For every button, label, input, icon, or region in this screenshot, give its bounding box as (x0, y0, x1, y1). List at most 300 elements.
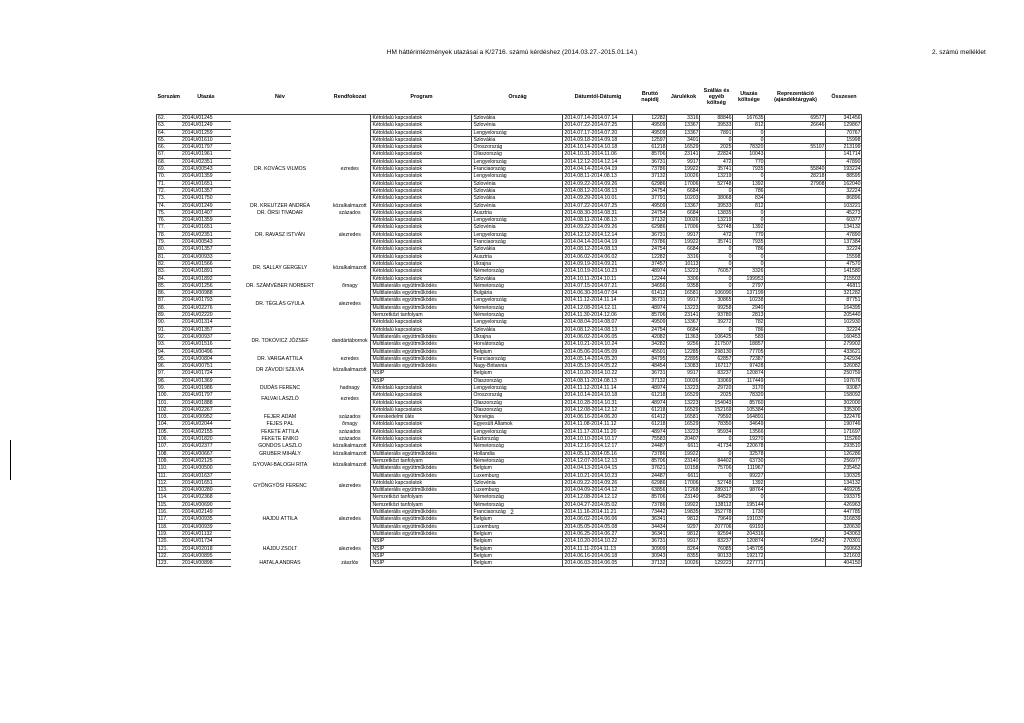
travel-cost: 782 (733, 319, 765, 326)
trip-id: 2014U/00543 (181, 166, 231, 173)
lodging-cost: 35741 (700, 239, 733, 246)
date-range: 2014.08.04-2014.08.07 (563, 319, 633, 326)
traveler-name (231, 326, 329, 333)
lodging-cost: 106425 (700, 333, 733, 340)
contributions: 3401 (667, 136, 700, 143)
lodging-cost: 13835 (700, 209, 733, 216)
travel-cost: 77705 (733, 348, 765, 355)
lodging-cost: 0 (700, 282, 733, 289)
travel-cost: 120874 (733, 538, 765, 545)
travel-cost: 32578 (733, 450, 765, 457)
trip-id: 2014U/01637 (181, 472, 231, 479)
country: Németország (472, 268, 563, 275)
travel-cost: 3170 (733, 384, 765, 391)
trip-id: 2014U/00690 (181, 501, 231, 508)
traveler-name: DR. ÖRSI TIVADAR (257, 209, 303, 216)
travel-cost: 195144 (733, 501, 765, 508)
representation-cost (765, 370, 826, 377)
program: Multilaterális együttműködés (371, 487, 472, 494)
total-cost: 260663 (826, 545, 862, 552)
gross-per-diem: 24754 (633, 246, 667, 253)
program: Kétoldalú kapcsolatok (371, 158, 472, 165)
country: Lengyelország (472, 319, 563, 326)
table-row (157, 348, 862, 355)
table-row (157, 560, 862, 567)
trip-id: 2014U/01820 (181, 436, 231, 443)
country: Franciaország (472, 509, 563, 516)
total-cost: 447785 (826, 509, 862, 516)
row-number: 75. (157, 209, 181, 216)
contributions: 13223 (667, 428, 700, 435)
trip-id: 2014U/01357 (181, 246, 231, 253)
table-row (157, 363, 862, 370)
row-number: 86. (157, 290, 181, 297)
lodging-cost: 152169 (700, 406, 733, 413)
country: Lengyelország (472, 297, 563, 304)
gross-per-diem: 73786 (633, 450, 667, 457)
trip-id: 2014U/01357 (181, 187, 231, 194)
program: Kétoldalú kapcsolatok (371, 129, 472, 136)
gross-per-diem: 36731 (633, 297, 667, 304)
contributions: 8264 (667, 545, 700, 552)
date-range: 2014.06.16-2014.06.18 (563, 552, 633, 559)
row-number: 97. (157, 370, 181, 377)
row-number: 123. (157, 560, 181, 567)
trip-id: 2014U/01245 (181, 115, 231, 122)
row-number: 121. (157, 545, 181, 552)
trip-id: 2014U/01888 (181, 399, 231, 406)
date-range: 2014.10.31-2014.11.06 (563, 151, 633, 158)
contributions: 10026 (667, 173, 700, 180)
total-cost: 469205 (826, 487, 862, 494)
trip-id: 2014U/01407 (181, 209, 231, 216)
gross-per-diem: 12244 (633, 275, 667, 282)
trip-id: 2014U/01793 (181, 297, 231, 304)
gross-per-diem: 62986 (633, 180, 667, 187)
country: Olaszország (472, 406, 563, 413)
country: Lengyelország (472, 173, 563, 180)
traveler-name: GONDOS LÁSZLÓ (258, 443, 302, 450)
country: Belgium (472, 552, 563, 559)
representation-cost (765, 377, 826, 384)
total-cost: 47890 (826, 158, 862, 165)
traveler-rank: ezredes (340, 355, 359, 362)
total-cost: 316839 (826, 516, 862, 523)
trip-id: 2014U/02267 (181, 406, 231, 413)
country: Belgium (472, 370, 563, 377)
program: Nemzetközi tanfolyam (371, 457, 472, 464)
trip-id: 2014U/02368 (181, 494, 231, 501)
program: Multilaterális együttműködés (371, 523, 472, 530)
program: Kétoldalú kapcsolatok (371, 436, 472, 443)
total-cost: 86896 (826, 195, 862, 202)
traveler-name (231, 246, 329, 253)
program: Kétoldalú kapcsolatok (371, 144, 472, 151)
gross-per-diem: 61218 (633, 392, 667, 399)
lodging-cost: 0 (700, 450, 733, 457)
trip-id: 2014U/00543 (181, 239, 231, 246)
gross-per-diem: 73442 (633, 509, 667, 516)
country: Ukrajna (472, 333, 563, 340)
traveler-name: HAJDU ZSOLT (262, 545, 298, 552)
total-cost: 126286 (826, 450, 862, 457)
gross-per-diem: 48974 (633, 428, 667, 435)
country: Szlovákia (472, 115, 563, 122)
traveler-name (231, 377, 329, 384)
date-range: 2014.09.19-2014.09.21 (563, 260, 633, 267)
lodging-cost: 52748 (700, 224, 733, 231)
travel-cost: 111967 (733, 465, 765, 472)
total-cost: 164395 (826, 304, 862, 311)
traveler-name: FALVAI LÁSZLÓ (261, 395, 299, 402)
total-cost: 171697 (826, 428, 862, 435)
date-range: 2014.10.21-2014.10.23 (563, 472, 633, 479)
lodging-cost: 93780 (700, 312, 733, 319)
contributions: 13367 (667, 122, 700, 129)
date-range: 2014.08.11-2014.08.13 (563, 173, 633, 180)
lodging-cost: 0 (700, 253, 733, 260)
contributions: 10026 (667, 217, 700, 224)
country: Horvátország (472, 341, 563, 348)
table-row (157, 421, 862, 428)
col-header-lodging: Szállás és egyéb költség (700, 80, 733, 115)
representation-cost: 28218 (765, 173, 826, 180)
contributions: 9917 (667, 158, 700, 165)
program: Multilaterális együttműködés (371, 472, 472, 479)
lodging-cost: 33069 (700, 377, 733, 384)
table-header-row (157, 80, 862, 115)
lodging-cost: 22824 (700, 151, 733, 158)
country: Luxemburg (472, 523, 563, 530)
travel-cost: 0 (733, 253, 765, 260)
gross-per-diem: 85706 (633, 494, 667, 501)
contributions: 10113 (667, 260, 700, 267)
representation-cost (765, 392, 826, 399)
representation-cost (765, 151, 826, 158)
representation-cost (765, 560, 826, 567)
travel-cost: 786 (733, 187, 765, 194)
program: Kétoldalú kapcsolatok (371, 246, 472, 253)
gross-per-diem: 84795 (633, 355, 667, 362)
program: Kétoldalú kapcsolatok (371, 180, 472, 187)
trip-id: 2014U/01359 (181, 217, 231, 224)
total-cost: 235452 (826, 465, 862, 472)
travel-cost: 0 (733, 129, 765, 136)
contributions: 12285 (667, 348, 700, 355)
date-range: 2014.11.12-2014.11.14 (563, 297, 633, 304)
date-range: 2014.12.08-2014.12.12 (563, 406, 633, 413)
representation-cost (765, 319, 826, 326)
trip-id: 2014U/01249 (181, 202, 231, 209)
representation-cost (765, 312, 826, 319)
representation-cost (765, 494, 826, 501)
contributions: 3306 (667, 275, 700, 282)
trip-id: 2014U/01892 (181, 275, 231, 282)
traveler-name (231, 530, 329, 537)
trip-id: 2014U/02155 (181, 428, 231, 435)
traveler-rank (329, 530, 371, 537)
program: Kétoldalú kapcsolatok (371, 195, 472, 202)
gross-per-diem: 24754 (633, 187, 667, 194)
trip-id: 2014U/01259 (181, 129, 231, 136)
row-number: 63. (157, 122, 181, 129)
traveler-rank (329, 319, 371, 326)
total-cost: 335300 (826, 406, 862, 413)
traveler-name: DR. KOVÁCS VILMOS (253, 166, 307, 173)
row-number: 103. (157, 414, 181, 421)
program: Nemzetközi tanfolyam (371, 501, 472, 508)
representation-cost (765, 399, 826, 406)
country: Olaszország (472, 377, 563, 384)
lodging-cost: 38068 (700, 195, 733, 202)
contributions: 9917 (667, 538, 700, 545)
row-number: 122. (157, 552, 181, 559)
representation-cost (765, 523, 826, 530)
contributions: 11363 (667, 333, 700, 340)
travel-cost: 0 (733, 260, 765, 267)
table-row (157, 209, 862, 216)
row-number: 117. (157, 516, 181, 523)
col-header-dates: Dátumtól-Dátumig (563, 80, 633, 115)
date-range: 2014.10.10-2014.10.17 (563, 436, 633, 443)
traveler-rank: őrnagy (341, 282, 358, 289)
country: Oroszország (472, 392, 563, 399)
row-number: 96. (157, 363, 181, 370)
lodging-cost: 95934 (700, 428, 733, 435)
table-row (157, 384, 862, 391)
travel-cost: 834 (733, 195, 765, 202)
date-range: 2014.06.16-2014.06.20 (563, 414, 633, 421)
total-cost: 162040 (826, 180, 862, 187)
date-range: 2014.08.12-2014.08.13 (563, 326, 633, 333)
gross-per-diem: 73786 (633, 239, 667, 246)
traveler-rank: közalkalmazott (332, 443, 367, 450)
total-cost: 158092 (826, 392, 862, 399)
country: Belgium (472, 465, 563, 472)
row-number: 67. (157, 151, 181, 158)
row-number: 113. (157, 487, 181, 494)
representation-cost (765, 158, 826, 165)
program: Kétoldalú kapcsolatok (371, 115, 472, 122)
contributions: 23141 (667, 312, 700, 319)
row-number: 65. (157, 136, 181, 143)
total-cost: 134132 (826, 479, 862, 486)
table-row (157, 290, 862, 297)
trip-id: 2014U/02351 (181, 158, 231, 165)
total-cost: 270301 (826, 538, 862, 545)
travel-cost: 812 (733, 122, 765, 129)
representation-cost (765, 136, 826, 143)
travel-cost: 770 (733, 158, 765, 165)
traveler-rank: alezredes (338, 516, 361, 523)
lodging-cost: 41734 (700, 443, 733, 450)
row-number: 98. (157, 377, 181, 384)
traveler-rank (329, 195, 371, 202)
traveler-name: FEJES PÁL (266, 421, 294, 428)
table-row (157, 297, 862, 304)
travel-cost: 1392 (733, 180, 765, 187)
program: Kétoldalú kapcsolatok (371, 319, 472, 326)
representation-cost (765, 224, 826, 231)
lodging-cost: 352778 (700, 509, 733, 516)
row-number: 82. (157, 260, 181, 267)
table-row (157, 144, 862, 151)
contributions: 23141 (667, 151, 700, 158)
date-range: 2014.11.11-2014.11.13 (563, 545, 633, 552)
gross-per-diem: 36341 (633, 530, 667, 537)
row-number: 76. (157, 217, 181, 224)
program: Kétoldalú kapcsolatok (371, 122, 472, 129)
country: Belgium (472, 516, 563, 523)
travel-cost: 105384 (733, 406, 765, 413)
traveler-name: DR. TÉGLÁS GYULA (255, 301, 305, 308)
row-number: 120. (157, 538, 181, 545)
total-cost: 193224 (826, 166, 862, 173)
travel-cost: 13566 (733, 428, 765, 435)
program: Kétoldalú kapcsolatok (371, 443, 472, 450)
travel-cost: 812 (733, 202, 765, 209)
total-cost: 115260 (826, 436, 862, 443)
row-number: 70. (157, 173, 181, 180)
program: NSIP (371, 538, 472, 545)
row-number: 84. (157, 275, 181, 282)
program: Multilaterális együttműködés (371, 304, 472, 311)
table-row (157, 530, 862, 537)
contributions: 19922 (667, 239, 700, 246)
traveler-name: FEKETE ATTILA (261, 428, 299, 435)
program: Kétoldalú kapcsolatok (371, 253, 472, 260)
total-cost: 250759 (826, 370, 862, 377)
lodging-cost: 472 (700, 231, 733, 238)
country: Németország (472, 501, 563, 508)
travel-cost: 18857 (733, 341, 765, 348)
gross-per-diem: 37621 (633, 465, 667, 472)
traveler-rank (329, 246, 371, 253)
travel-cost: 63730 (733, 457, 765, 464)
margin-mark (10, 440, 11, 480)
lodging-cost: 0 (700, 326, 733, 333)
program: NSIP (371, 545, 472, 552)
lodging-cost: 76057 (700, 268, 733, 275)
country: Szlovákia (472, 246, 563, 253)
row-number: 107. (157, 443, 181, 450)
travel-cost: 78320 (733, 392, 765, 399)
contributions: 13223 (667, 268, 700, 275)
program: Multilaterális együttműködés (371, 465, 472, 472)
trip-id: 2014U/00895 (181, 552, 231, 559)
row-number: 79. (157, 239, 181, 246)
representation-cost (765, 501, 826, 508)
traveler-name (231, 187, 329, 194)
trip-id: 2014U/00496 (181, 348, 231, 355)
country: Szlovákia (472, 187, 563, 194)
gross-per-diem: 75583 (633, 436, 667, 443)
traveler-name: DR. TOKOVICZ JÓZSEF (251, 337, 309, 344)
date-range: 2014.10.21-2014.10.24 (563, 341, 633, 348)
lodging-cost: 167117 (700, 363, 733, 370)
lodging-cost: 52748 (700, 479, 733, 486)
row-number: 94. (157, 348, 181, 355)
traveler-rank (329, 115, 371, 122)
gross-per-diem: 42082 (633, 333, 667, 340)
representation-cost (765, 436, 826, 443)
representation-cost (765, 239, 826, 246)
row-number: 99. (157, 384, 181, 391)
country: Ausztria (472, 209, 563, 216)
traveler-name (231, 348, 329, 355)
contributions: 3316 (667, 115, 700, 122)
program: Multilaterális együttműködés (371, 363, 472, 370)
trip-id: 2014U/01651 (181, 180, 231, 187)
gross-per-diem: 36341 (633, 516, 667, 523)
country: Ausztria (472, 253, 563, 260)
gross-per-diem: 85706 (633, 312, 667, 319)
trip-id: 2014U/00935 (181, 516, 231, 523)
traveler-name (231, 501, 329, 508)
trip-id: 2014U/02044 (181, 421, 231, 428)
country: Belgium (472, 545, 563, 552)
contributions: 13223 (667, 304, 700, 311)
date-range: 2014.11.08-2014.11.12 (563, 421, 633, 428)
program: Multilaterális együttműködés (371, 297, 472, 304)
contributions: 16529 (667, 421, 700, 428)
country: Olaszország (472, 151, 563, 158)
country: Szlovákia (472, 275, 563, 282)
date-range: 2014.04.14-2014.04.19 (563, 239, 633, 246)
row-number: 78. (157, 231, 181, 238)
contributions: 10026 (667, 377, 700, 384)
trip-id: 2014U/02149 (181, 509, 231, 516)
gross-per-diem: 24487 (633, 443, 667, 450)
total-cost: 32224 (826, 187, 862, 194)
travel-cost: 192172 (733, 552, 765, 559)
program: Kétoldalú kapcsolatok (371, 151, 472, 158)
program: Kétoldalú kapcsolatok (371, 406, 472, 413)
col-header-country: Ország (472, 80, 563, 115)
gross-per-diem: 34282 (633, 341, 667, 348)
date-range: 2014.08.12-2014.08.13 (563, 246, 633, 253)
traveler-rank (329, 129, 371, 136)
gross-per-diem: 48974 (633, 304, 667, 311)
program: Kétoldalú kapcsolatok (371, 399, 472, 406)
row-number: 110. (157, 465, 181, 472)
total-cost: 321603 (826, 552, 862, 559)
travel-cost: 0 (733, 209, 765, 216)
gross-per-diem: 36731 (633, 538, 667, 545)
total-cost: 45273 (826, 209, 862, 216)
contributions: 22895 (667, 355, 700, 362)
traveler-name (231, 319, 329, 326)
traveler-name: DR. RAVASZ ISTVÁN (255, 231, 305, 238)
trip-id: 2014U/00751 (181, 363, 231, 370)
row-number: 100. (157, 392, 181, 399)
country: Nagy-Britannia (472, 363, 563, 370)
contributions: 9917 (667, 231, 700, 238)
lodging-cost: 289317 (700, 487, 733, 494)
contributions: 17006 (667, 224, 700, 231)
gross-per-diem: 73786 (633, 501, 667, 508)
traveler-rank: százados (338, 428, 361, 435)
table-row (157, 195, 862, 202)
gross-per-diem: 61412 (633, 414, 667, 421)
date-range: 2014.04.13-2014.04.15 (563, 465, 633, 472)
contributions: 16529 (667, 392, 700, 399)
representation-cost (765, 187, 826, 194)
table-row (157, 436, 862, 443)
country: Belgium (472, 538, 563, 545)
traveler-name (231, 217, 329, 224)
gross-per-diem: 48974 (633, 384, 667, 391)
